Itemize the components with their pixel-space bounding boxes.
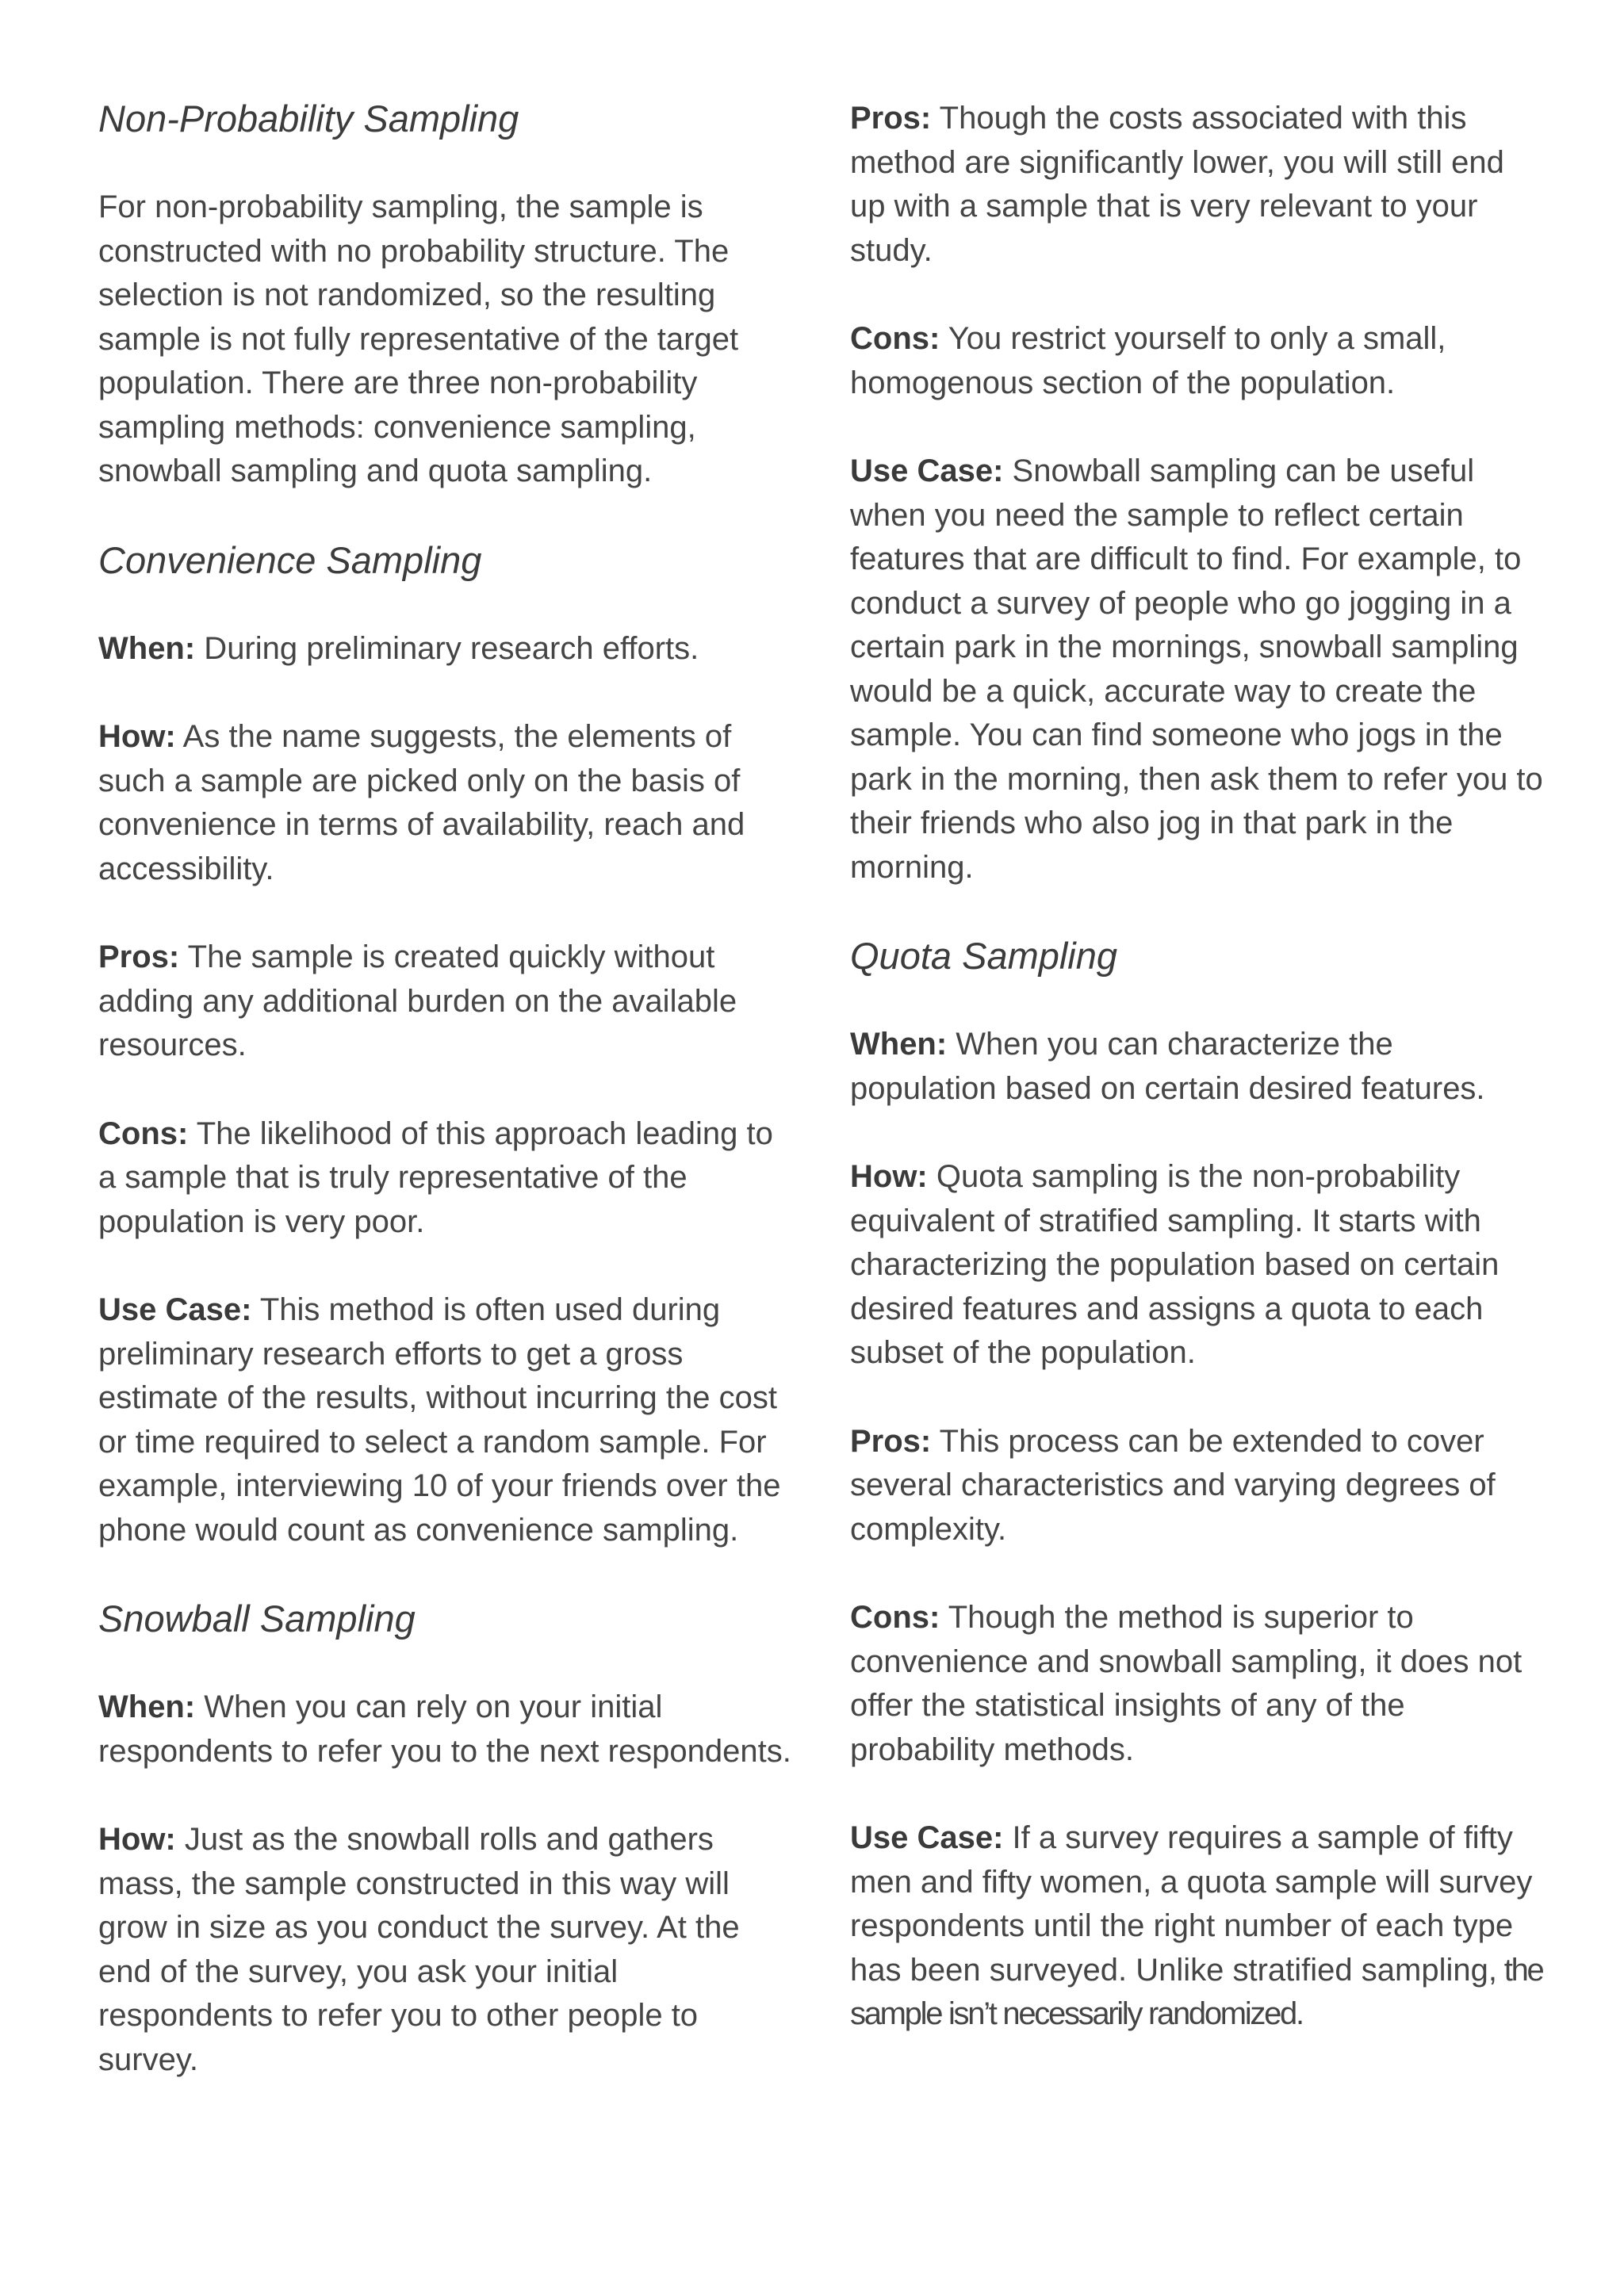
when-label: When: [850,1027,948,1062]
quota-pros-text: This process can be extended to cover several characteristics and varying degrees of complexity. [850,1423,1496,1547]
quota-use-case-paragraph [850,1816,1548,2037]
quota-cons-paragraph [850,1596,1548,1772]
snowball-use-case-paragraph [850,450,1548,890]
pros-label: Pros: [98,939,180,974]
use-case-label: Use Case: [850,1820,1004,1855]
convenience-pros-text: The sample is created quickly without adding any additional burden on the available resources. [98,939,737,1062]
snowball-how-text: Just as the snowball rolls and gathers mass, the sample constructed in this way will grow in size as you conduct the survey. At the end of the survey, you ask your initial respondents to refer you to other people to survey. [98,1822,740,2077]
quota-use-case-text: If a survey requires a sample of fifty men and fifty women, a quota sample will survey respondents until the right number of each type has been surveyed. Unlike stratified sampling, [850,1820,1533,1988]
snowball-pros-text: Though the costs associated with this method are significantly lower, you will still end up with a sample that is very relevant to your study. [850,101,1504,268]
cons-label: Cons: [98,1115,189,1151]
quota-how-text: Quota sampling is the non-probability equivalent of stratified sampling. It starts with characterizing the population based on certain desired features and assigns a quota to each subset of the population. [850,1159,1500,1370]
pros-label: Pros: [850,1423,932,1459]
quota-when-text: When you can characterize the population based on certain desired features. [850,1027,1485,1106]
snowball-when-paragraph [98,1686,796,1774]
convenience-how-text: As the name suggests, the elements of such a sample are picked only on the basis of convenience in terms of availability, reach and accessibility. [98,719,745,886]
snowball-when-text: When you can rely on your initial respondents to refer you to the next respondents. [98,1689,791,1769]
quota-when-paragraph [850,1023,1548,1111]
convenience-sampling-heading: Convenience Sampling [98,538,482,581]
when-label: When: [98,1689,196,1724]
non-probability-intro-paragraph: For non-probability sampling, the sample is constructed with no probability structure. The selection is not randomized, so the resulting sample is not fully representative of the target population. There are three non-probability sampling methods: convenience sampling, snowball sampling and quota sampling. [98,189,739,488]
snowball-use-case-text: Snowball sampling can be useful when you need the sample to reflect certain features that are difficult to find. For example, to conduct a survey of people who go jogging in a certain park in the mornings, snowball sampling would be a quick, accurate way to create the sample. You can find someone who jogs in the park in the morning, then ask them to refer you to their friends who also jog in that park in the morning. [850,453,1543,885]
when-label: When: [98,630,196,666]
convenience-cons-paragraph [98,1112,796,1245]
convenience-use-case-paragraph [98,1288,796,1552]
convenience-cons-text: The likelihood of this approach leading to a sample that is truly representative of the population is very poor. [98,1115,773,1239]
convenience-use-case-text: This method is often used during preliminary research efforts to get a gross estimate of the results, without incurring the cost or time required to select a random sample. For example, interviewing 10 of your friends over the phone would count as convenience sampling. [98,1292,781,1548]
quota-sampling-heading: Quota Sampling [850,935,1118,977]
snowball-cons-text: You restrict yourself to only a small, homogenous section of the population. [850,321,1446,400]
convenience-how-paragraph [98,715,796,891]
how-label: How: [98,719,176,754]
cons-label: Cons: [850,321,940,356]
quota-use-case-tail-text: the sample isn’t necessarily randomized. [850,1952,1543,2031]
pros-label: Pros: [850,101,932,136]
use-case-label: Use Case: [98,1292,252,1327]
snowball-sampling-heading: Snowball Sampling [98,1598,416,1640]
non-probability-sampling-heading: Non-Probability Sampling [98,98,519,140]
cons-label: Cons: [850,1600,940,1635]
snowball-pros-paragraph [850,97,1548,273]
quota-cons-text: Though the method is superior to convenience and snowball sampling, it does not offer the statistical insights of any of the probability methods. [850,1600,1522,1767]
convenience-pros-paragraph [98,936,796,1068]
snowball-cons-paragraph [850,317,1548,405]
quota-how-paragraph [850,1155,1548,1376]
quota-pros-paragraph [850,1420,1548,1552]
how-label: How: [850,1159,928,1194]
convenience-when-text: During preliminary research efforts. [195,630,699,666]
use-case-label: Use Case: [850,453,1004,488]
left-column [98,97,796,2082]
snowball-how-paragraph [98,1818,796,2082]
how-label: How: [98,1822,176,1857]
convenience-when-paragraph [98,627,796,672]
right-column [850,97,1548,2037]
